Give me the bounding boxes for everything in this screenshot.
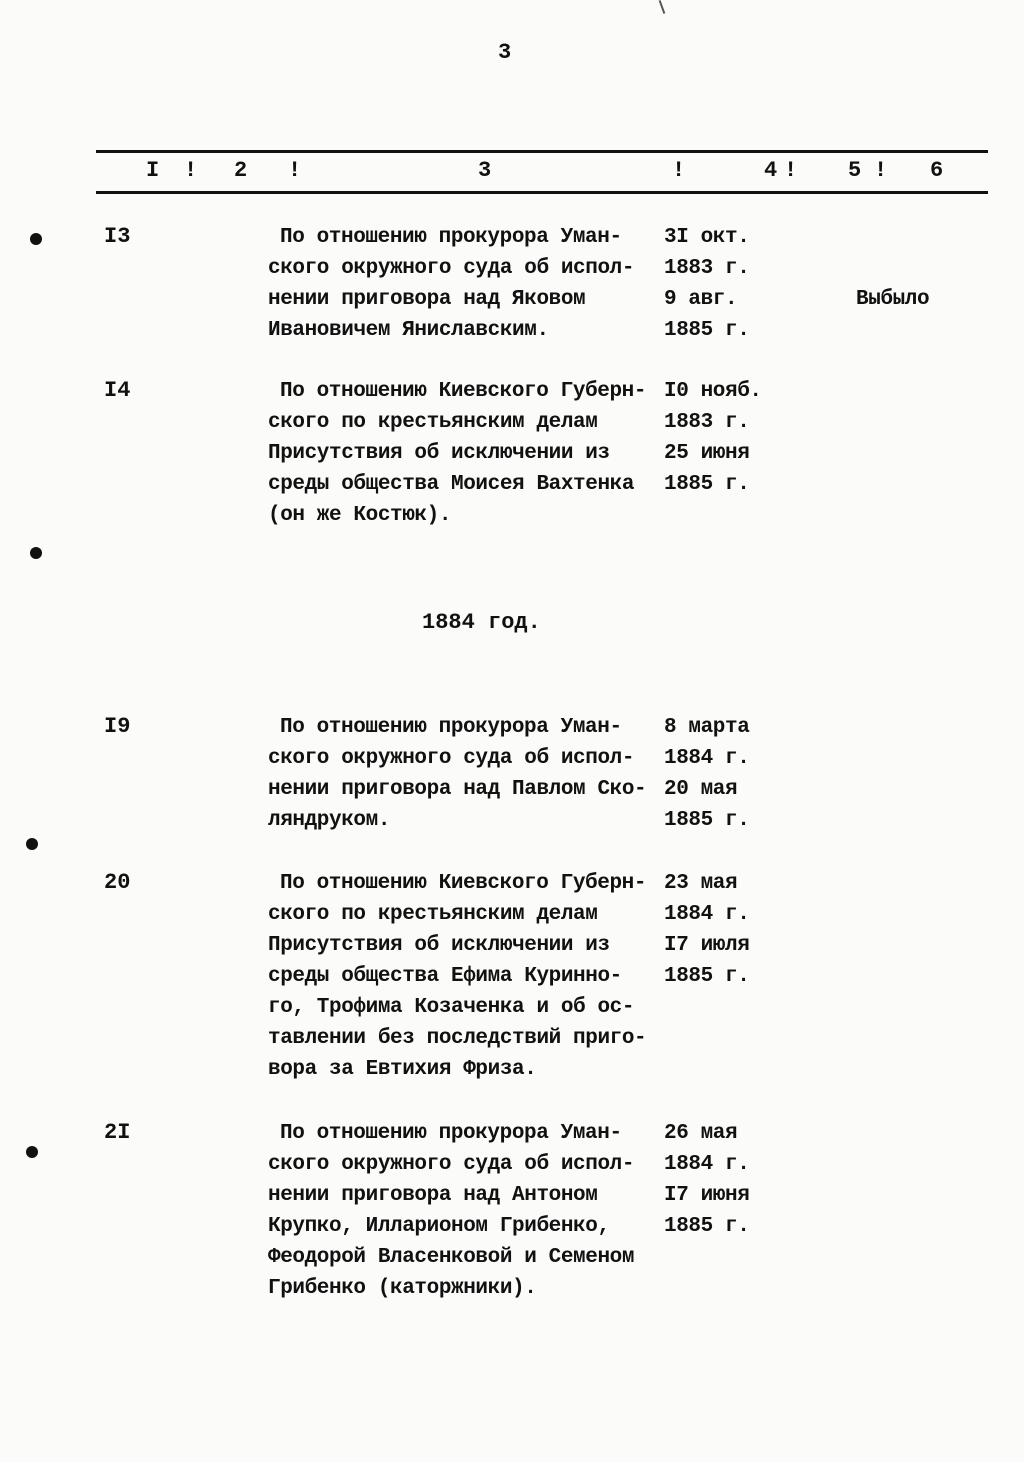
entry-description-line: го, Трофима Козаченка и об ос-	[268, 996, 635, 1019]
entry-description-line: ского по крестьянским делам	[268, 903, 598, 926]
entry-date-line: 20 мая	[664, 778, 738, 801]
entry-description-line: нении приговора над Яковом	[268, 288, 586, 311]
entry-description-line: По отношению прокурора Уман-	[280, 1122, 622, 1145]
entry-date-line: I7 июля	[664, 934, 750, 957]
entry-date-line: 25 июня	[664, 442, 750, 465]
entry-number: 2I	[104, 1120, 131, 1145]
entry-description-line: По отношению прокурора Уман-	[280, 226, 622, 249]
entry-date-line: 1883 г.	[664, 257, 750, 280]
entry-date-line: 1884 г.	[664, 903, 750, 926]
table-header-bottom-rule	[96, 191, 988, 194]
entry-description-line: Ивановичем Яниславским.	[268, 319, 549, 342]
column-separator: !	[784, 158, 798, 183]
column-header-1: I	[146, 158, 160, 183]
paper-mark	[659, 0, 666, 14]
page-number: 3	[498, 40, 512, 65]
entry-description-line: Грибенко (каторжники).	[268, 1277, 537, 1300]
entry-description-line: По отношению Киевского Губерн-	[280, 380, 647, 403]
entry-date-line: 1885 г.	[664, 965, 750, 988]
column-header-5: 5	[848, 158, 862, 183]
column-header-4: 4	[764, 158, 778, 183]
column-separator: !	[874, 158, 888, 183]
entry-description-line: ского окружного суда об испол-	[268, 257, 635, 280]
column-header-6: 6	[930, 158, 944, 183]
entry-date-line: 3I окт.	[664, 226, 750, 249]
entry-date-line: 1885 г.	[664, 473, 750, 496]
entry-description-line: нении приговора над Антоном	[268, 1184, 598, 1207]
entry-description-line: среды общества Моисея Вахтенка	[268, 473, 635, 496]
column-separator: !	[672, 158, 686, 183]
entry-description-line: (он же Костюк).	[268, 504, 452, 527]
entry-date-line: 8 марта	[664, 716, 750, 739]
entry-description-line: Феодорой Власенковой и Семеном	[268, 1246, 635, 1269]
punch-hole	[30, 547, 42, 559]
entry-date-line: 1884 г.	[664, 1153, 750, 1176]
entry-date-line: I0 нояб.	[664, 380, 762, 403]
column-header-2: 2	[234, 158, 248, 183]
entry-description-line: Присутствия об исключении из	[268, 442, 610, 465]
entry-date-line: 9 авг.	[664, 288, 738, 311]
column-header-3: 3	[478, 158, 492, 183]
entry-description-line: По отношению Киевского Губерн-	[280, 872, 647, 895]
entry-description-line: нении приговора над Павлом Ско-	[268, 778, 647, 801]
entry-number: I3	[104, 224, 131, 249]
entry-date-line: 1883 г.	[664, 411, 750, 434]
punch-hole	[26, 838, 38, 850]
entry-date-line: 1885 г.	[664, 1215, 750, 1238]
entry-description-line: ского окружного суда об испол-	[268, 747, 635, 770]
entry-number: I4	[104, 378, 131, 403]
table-header-top-rule	[96, 150, 988, 153]
entry-description-line: среды общества Ефима Куринно-	[268, 965, 622, 988]
entry-description-line: Крупко, Илларионом Грибенко,	[268, 1215, 610, 1238]
entry-date-line: 1885 г.	[664, 809, 750, 832]
column-separator: !	[288, 158, 302, 183]
entry-description-line: ляндруком.	[268, 809, 391, 832]
entry-date-line: 23 мая	[664, 872, 738, 895]
entry-description-line: вора за Евтихия Фриза.	[268, 1058, 537, 1081]
entry-description-line: ского окружного суда об испол-	[268, 1153, 635, 1176]
entry-description-line: ского по крестьянским делам	[268, 411, 598, 434]
entry-description-line: тавлении без последствий приго-	[268, 1027, 647, 1050]
entry-date-line: 26 мая	[664, 1122, 738, 1145]
entry-date-line: 1884 г.	[664, 747, 750, 770]
entry-number: I9	[104, 714, 131, 739]
year-heading: 1884 год.	[422, 610, 541, 635]
column-separator: !	[184, 158, 198, 183]
entry-date-line: 1885 г.	[664, 319, 750, 342]
punch-hole	[26, 1146, 38, 1158]
entry-description-line: По отношению прокурора Уман-	[280, 716, 622, 739]
punch-hole	[30, 233, 42, 245]
entry-number: 20	[104, 870, 131, 895]
entry-description-line: Присутствия об исключении из	[268, 934, 610, 957]
entry-date-line: I7 июня	[664, 1184, 750, 1207]
entry-status: Выбыло	[856, 288, 930, 311]
